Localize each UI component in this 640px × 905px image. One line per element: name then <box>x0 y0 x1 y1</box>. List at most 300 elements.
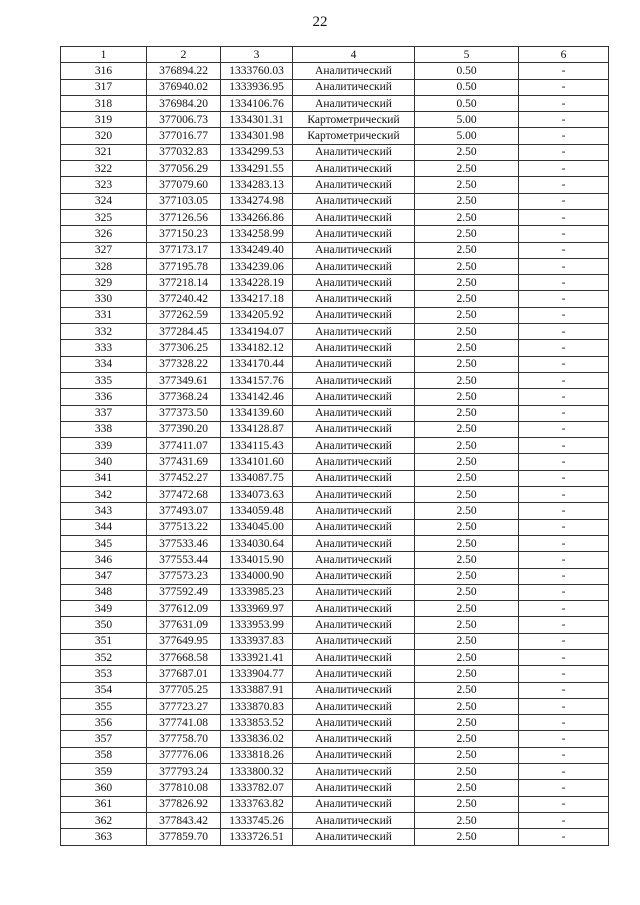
table-row <box>61 226 609 242</box>
y-coordinate-cell: 1334182.12 <box>221 340 293 356</box>
table-row <box>61 731 609 747</box>
point-number-cell: 335 <box>61 372 147 388</box>
point-number-cell: 349 <box>61 601 147 617</box>
coordinates-table <box>60 46 609 846</box>
note-cell: - <box>519 128 609 144</box>
table-row <box>61 519 609 535</box>
accuracy-cell: 2.50 <box>415 666 519 682</box>
accuracy-cell: 2.50 <box>415 372 519 388</box>
x-coordinate-cell: 377592.49 <box>147 584 221 600</box>
accuracy-cell: 2.50 <box>415 682 519 698</box>
x-coordinate-cell: 377056.29 <box>147 161 221 177</box>
method-cell: Аналитический <box>293 95 415 111</box>
y-coordinate-cell: 1334073.63 <box>221 487 293 503</box>
x-coordinate-cell: 377687.01 <box>147 666 221 682</box>
table-row <box>61 796 609 812</box>
note-cell: - <box>519 389 609 405</box>
y-coordinate-cell: 1334106.76 <box>221 95 293 111</box>
note-cell: - <box>519 95 609 111</box>
y-coordinate-cell: 1333745.26 <box>221 812 293 828</box>
point-number-cell: 341 <box>61 470 147 486</box>
x-coordinate-cell: 377705.25 <box>147 682 221 698</box>
note-cell: - <box>519 617 609 633</box>
method-cell: Аналитический <box>293 747 415 763</box>
accuracy-cell: 2.50 <box>415 584 519 600</box>
accuracy-cell: 2.50 <box>415 275 519 291</box>
method-cell: Аналитический <box>293 812 415 828</box>
point-number-cell: 333 <box>61 340 147 356</box>
accuracy-cell: 2.50 <box>415 340 519 356</box>
y-coordinate-cell: 1334301.31 <box>221 112 293 128</box>
table-row <box>61 698 609 714</box>
x-coordinate-cell: 377173.17 <box>147 242 221 258</box>
column-header: 6 <box>519 47 609 63</box>
method-cell: Аналитический <box>293 731 415 747</box>
x-coordinate-cell: 376894.22 <box>147 63 221 79</box>
y-coordinate-cell: 1333763.82 <box>221 796 293 812</box>
point-number-cell: 321 <box>61 144 147 160</box>
point-number-cell: 351 <box>61 633 147 649</box>
accuracy-cell: 2.50 <box>415 503 519 519</box>
table-row <box>61 307 609 323</box>
y-coordinate-cell: 1334045.00 <box>221 519 293 535</box>
point-number-cell: 334 <box>61 356 147 372</box>
accuracy-cell: 5.00 <box>415 128 519 144</box>
point-number-cell: 361 <box>61 796 147 812</box>
note-cell: - <box>519 780 609 796</box>
table-row <box>61 161 609 177</box>
note-cell: - <box>519 454 609 470</box>
point-number-cell: 327 <box>61 242 147 258</box>
x-coordinate-cell: 377328.22 <box>147 356 221 372</box>
table-row <box>61 177 609 193</box>
x-coordinate-cell: 377218.14 <box>147 275 221 291</box>
y-coordinate-cell: 1334217.18 <box>221 291 293 307</box>
x-coordinate-cell: 377431.69 <box>147 454 221 470</box>
x-coordinate-cell: 377533.46 <box>147 535 221 551</box>
point-number-cell: 326 <box>61 226 147 242</box>
note-cell: - <box>519 552 609 568</box>
y-coordinate-cell: 1334239.06 <box>221 258 293 274</box>
note-cell: - <box>519 421 609 437</box>
page-number: 22 <box>312 14 328 30</box>
note-cell: - <box>519 796 609 812</box>
table-row <box>61 275 609 291</box>
note-cell: - <box>519 405 609 421</box>
table-row <box>61 601 609 617</box>
note-cell: - <box>519 63 609 79</box>
accuracy-cell: 2.50 <box>415 649 519 665</box>
method-cell: Аналитический <box>293 340 415 356</box>
accuracy-cell: 2.50 <box>415 209 519 225</box>
point-number-cell: 320 <box>61 128 147 144</box>
note-cell: - <box>519 764 609 780</box>
point-number-cell: 316 <box>61 63 147 79</box>
point-number-cell: 317 <box>61 79 147 95</box>
note-cell: - <box>519 356 609 372</box>
accuracy-cell: 2.50 <box>415 633 519 649</box>
table-row <box>61 764 609 780</box>
table-row <box>61 79 609 95</box>
method-cell: Аналитический <box>293 552 415 568</box>
y-coordinate-cell: 1333921.41 <box>221 649 293 665</box>
y-coordinate-cell: 1334139.60 <box>221 405 293 421</box>
method-cell: Аналитический <box>293 584 415 600</box>
method-cell: Аналитический <box>293 193 415 209</box>
note-cell: - <box>519 666 609 682</box>
x-coordinate-cell: 377411.07 <box>147 438 221 454</box>
column-header: 5 <box>415 47 519 63</box>
accuracy-cell: 2.50 <box>415 601 519 617</box>
method-cell: Аналитический <box>293 438 415 454</box>
method-cell: Аналитический <box>293 666 415 682</box>
x-coordinate-cell: 377306.25 <box>147 340 221 356</box>
table-row <box>61 356 609 372</box>
note-cell: - <box>519 161 609 177</box>
column-header: 2 <box>147 47 221 63</box>
y-coordinate-cell: 1334266.86 <box>221 209 293 225</box>
table-row <box>61 438 609 454</box>
accuracy-cell: 2.50 <box>415 698 519 714</box>
accuracy-cell: 2.50 <box>415 715 519 731</box>
point-number-cell: 352 <box>61 649 147 665</box>
table-row <box>61 372 609 388</box>
method-cell: Аналитический <box>293 617 415 633</box>
note-cell: - <box>519 584 609 600</box>
table-row <box>61 324 609 340</box>
note-cell: - <box>519 258 609 274</box>
table-row <box>61 291 609 307</box>
method-cell: Аналитический <box>293 324 415 340</box>
accuracy-cell: 2.50 <box>415 552 519 568</box>
accuracy-cell: 2.50 <box>415 242 519 258</box>
y-coordinate-cell: 1333760.03 <box>221 63 293 79</box>
point-number-cell: 319 <box>61 112 147 128</box>
accuracy-cell: 2.50 <box>415 519 519 535</box>
accuracy-cell: 2.50 <box>415 161 519 177</box>
table-row <box>61 568 609 584</box>
accuracy-cell: 2.50 <box>415 405 519 421</box>
method-cell: Аналитический <box>293 649 415 665</box>
note-cell: - <box>519 226 609 242</box>
note-cell: - <box>519 682 609 698</box>
method-cell: Аналитический <box>293 405 415 421</box>
x-coordinate-cell: 377843.42 <box>147 812 221 828</box>
table-row <box>61 829 609 845</box>
y-coordinate-cell: 1334000.90 <box>221 568 293 584</box>
table-row <box>61 535 609 551</box>
point-number-cell: 347 <box>61 568 147 584</box>
table-row <box>61 389 609 405</box>
point-number-cell: 322 <box>61 161 147 177</box>
point-number-cell: 345 <box>61 535 147 551</box>
method-cell: Аналитический <box>293 535 415 551</box>
accuracy-cell: 2.50 <box>415 829 519 845</box>
column-header: 4 <box>293 47 415 63</box>
x-coordinate-cell: 377349.61 <box>147 372 221 388</box>
y-coordinate-cell: 1333969.97 <box>221 601 293 617</box>
method-cell: Аналитический <box>293 63 415 79</box>
method-cell: Картометрический <box>293 128 415 144</box>
accuracy-cell: 2.50 <box>415 470 519 486</box>
x-coordinate-cell: 376984.20 <box>147 95 221 111</box>
accuracy-cell: 2.50 <box>415 144 519 160</box>
point-number-cell: 338 <box>61 421 147 437</box>
method-cell: Аналитический <box>293 307 415 323</box>
table-row <box>61 112 609 128</box>
table-row <box>61 405 609 421</box>
point-number-cell: 348 <box>61 584 147 600</box>
y-coordinate-cell: 1334283.13 <box>221 177 293 193</box>
x-coordinate-cell: 377649.95 <box>147 633 221 649</box>
point-number-cell: 354 <box>61 682 147 698</box>
accuracy-cell: 0.50 <box>415 95 519 111</box>
point-number-cell: 330 <box>61 291 147 307</box>
table-row <box>61 666 609 682</box>
method-cell: Аналитический <box>293 829 415 845</box>
y-coordinate-cell: 1334170.44 <box>221 356 293 372</box>
method-cell: Аналитический <box>293 389 415 405</box>
note-cell: - <box>519 747 609 763</box>
x-coordinate-cell: 377493.07 <box>147 503 221 519</box>
method-cell: Аналитический <box>293 503 415 519</box>
accuracy-cell: 2.50 <box>415 193 519 209</box>
y-coordinate-cell: 1333800.32 <box>221 764 293 780</box>
y-coordinate-cell: 1333870.83 <box>221 698 293 714</box>
accuracy-cell: 2.50 <box>415 454 519 470</box>
note-cell: - <box>519 470 609 486</box>
x-coordinate-cell: 377553.44 <box>147 552 221 568</box>
accuracy-cell: 2.50 <box>415 780 519 796</box>
x-coordinate-cell: 377758.70 <box>147 731 221 747</box>
point-number-cell: 353 <box>61 666 147 682</box>
note-cell: - <box>519 601 609 617</box>
method-cell: Аналитический <box>293 780 415 796</box>
y-coordinate-cell: 1334157.76 <box>221 372 293 388</box>
point-number-cell: 360 <box>61 780 147 796</box>
x-coordinate-cell: 377368.24 <box>147 389 221 405</box>
point-number-cell: 362 <box>61 812 147 828</box>
method-cell: Аналитический <box>293 454 415 470</box>
point-number-cell: 340 <box>61 454 147 470</box>
y-coordinate-cell: 1334205.92 <box>221 307 293 323</box>
y-coordinate-cell: 1334194.07 <box>221 324 293 340</box>
method-cell: Аналитический <box>293 372 415 388</box>
method-cell: Аналитический <box>293 633 415 649</box>
note-cell: - <box>519 324 609 340</box>
x-coordinate-cell: 377612.09 <box>147 601 221 617</box>
y-coordinate-cell: 1334059.48 <box>221 503 293 519</box>
x-coordinate-cell: 377079.60 <box>147 177 221 193</box>
x-coordinate-cell: 377723.27 <box>147 698 221 714</box>
note-cell: - <box>519 812 609 828</box>
y-coordinate-cell: 1333818.26 <box>221 747 293 763</box>
table-row <box>61 617 609 633</box>
y-coordinate-cell: 1333904.77 <box>221 666 293 682</box>
x-coordinate-cell: 377262.59 <box>147 307 221 323</box>
y-coordinate-cell: 1334087.75 <box>221 470 293 486</box>
note-cell: - <box>519 275 609 291</box>
y-coordinate-cell: 1333985.23 <box>221 584 293 600</box>
point-number-cell: 363 <box>61 829 147 845</box>
x-coordinate-cell: 377103.05 <box>147 193 221 209</box>
note-cell: - <box>519 291 609 307</box>
note-cell: - <box>519 193 609 209</box>
point-number-cell: 343 <box>61 503 147 519</box>
y-coordinate-cell: 1333936.95 <box>221 79 293 95</box>
note-cell: - <box>519 519 609 535</box>
x-coordinate-cell: 377452.27 <box>147 470 221 486</box>
method-cell: Аналитический <box>293 226 415 242</box>
x-coordinate-cell: 377016.77 <box>147 128 221 144</box>
method-cell: Аналитический <box>293 764 415 780</box>
table-row <box>61 487 609 503</box>
point-number-cell: 344 <box>61 519 147 535</box>
point-number-cell: 339 <box>61 438 147 454</box>
table-row <box>61 682 609 698</box>
note-cell: - <box>519 438 609 454</box>
accuracy-cell: 2.50 <box>415 487 519 503</box>
x-coordinate-cell: 377859.70 <box>147 829 221 845</box>
point-number-cell: 356 <box>61 715 147 731</box>
y-coordinate-cell: 1334291.55 <box>221 161 293 177</box>
accuracy-cell: 2.50 <box>415 617 519 633</box>
y-coordinate-cell: 1334142.46 <box>221 389 293 405</box>
table-row <box>61 340 609 356</box>
point-number-cell: 337 <box>61 405 147 421</box>
note-cell: - <box>519 307 609 323</box>
method-cell: Аналитический <box>293 291 415 307</box>
point-number-cell: 358 <box>61 747 147 763</box>
column-header: 3 <box>221 47 293 63</box>
table-row <box>61 503 609 519</box>
accuracy-cell: 2.50 <box>415 324 519 340</box>
x-coordinate-cell: 377513.22 <box>147 519 221 535</box>
note-cell: - <box>519 568 609 584</box>
table-row <box>61 747 609 763</box>
accuracy-cell: 0.50 <box>415 63 519 79</box>
y-coordinate-cell: 1334015.90 <box>221 552 293 568</box>
y-coordinate-cell: 1333937.83 <box>221 633 293 649</box>
accuracy-cell: 2.50 <box>415 764 519 780</box>
accuracy-cell: 2.50 <box>415 796 519 812</box>
table-row <box>61 552 609 568</box>
y-coordinate-cell: 1334228.19 <box>221 275 293 291</box>
y-coordinate-cell: 1334101.60 <box>221 454 293 470</box>
table-row <box>61 63 609 79</box>
table-header-row <box>61 47 609 63</box>
x-coordinate-cell: 377195.78 <box>147 258 221 274</box>
y-coordinate-cell: 1334128.87 <box>221 421 293 437</box>
x-coordinate-cell: 377006.73 <box>147 112 221 128</box>
accuracy-cell: 2.50 <box>415 307 519 323</box>
method-cell: Аналитический <box>293 796 415 812</box>
table-row <box>61 95 609 111</box>
note-cell: - <box>519 209 609 225</box>
table-row <box>61 258 609 274</box>
table-row <box>61 144 609 160</box>
point-number-cell: 346 <box>61 552 147 568</box>
note-cell: - <box>519 144 609 160</box>
method-cell: Аналитический <box>293 79 415 95</box>
accuracy-cell: 0.50 <box>415 79 519 95</box>
x-coordinate-cell: 377793.24 <box>147 764 221 780</box>
column-header: 1 <box>61 47 147 63</box>
y-coordinate-cell: 1334299.53 <box>221 144 293 160</box>
method-cell: Аналитический <box>293 470 415 486</box>
note-cell: - <box>519 829 609 845</box>
y-coordinate-cell: 1334301.98 <box>221 128 293 144</box>
point-number-cell: 355 <box>61 698 147 714</box>
note-cell: - <box>519 340 609 356</box>
table-row <box>61 421 609 437</box>
method-cell: Аналитический <box>293 601 415 617</box>
x-coordinate-cell: 377668.58 <box>147 649 221 665</box>
point-number-cell: 350 <box>61 617 147 633</box>
y-coordinate-cell: 1333953.99 <box>221 617 293 633</box>
method-cell: Аналитический <box>293 715 415 731</box>
accuracy-cell: 2.50 <box>415 177 519 193</box>
accuracy-cell: 2.50 <box>415 747 519 763</box>
x-coordinate-cell: 377032.83 <box>147 144 221 160</box>
table-row <box>61 193 609 209</box>
method-cell: Аналитический <box>293 275 415 291</box>
accuracy-cell: 2.50 <box>415 258 519 274</box>
table-row <box>61 242 609 258</box>
point-number-cell: 336 <box>61 389 147 405</box>
table-row <box>61 209 609 225</box>
x-coordinate-cell: 377373.50 <box>147 405 221 421</box>
note-cell: - <box>519 633 609 649</box>
method-cell: Аналитический <box>293 519 415 535</box>
x-coordinate-cell: 377240.42 <box>147 291 221 307</box>
point-number-cell: 325 <box>61 209 147 225</box>
table-row <box>61 780 609 796</box>
point-number-cell: 323 <box>61 177 147 193</box>
accuracy-cell: 2.50 <box>415 226 519 242</box>
point-number-cell: 331 <box>61 307 147 323</box>
method-cell: Аналитический <box>293 242 415 258</box>
method-cell: Аналитический <box>293 698 415 714</box>
note-cell: - <box>519 698 609 714</box>
note-cell: - <box>519 487 609 503</box>
x-coordinate-cell: 377573.23 <box>147 568 221 584</box>
method-cell: Аналитический <box>293 209 415 225</box>
method-cell: Аналитический <box>293 421 415 437</box>
y-coordinate-cell: 1334274.98 <box>221 193 293 209</box>
y-coordinate-cell: 1333726.51 <box>221 829 293 845</box>
accuracy-cell: 2.50 <box>415 356 519 372</box>
note-cell: - <box>519 715 609 731</box>
accuracy-cell: 5.00 <box>415 112 519 128</box>
method-cell: Аналитический <box>293 258 415 274</box>
table-row <box>61 649 609 665</box>
point-number-cell: 332 <box>61 324 147 340</box>
point-number-cell: 318 <box>61 95 147 111</box>
method-cell: Аналитический <box>293 356 415 372</box>
point-number-cell: 342 <box>61 487 147 503</box>
y-coordinate-cell: 1333836.02 <box>221 731 293 747</box>
accuracy-cell: 2.50 <box>415 535 519 551</box>
method-cell: Аналитический <box>293 487 415 503</box>
x-coordinate-cell: 377284.45 <box>147 324 221 340</box>
x-coordinate-cell: 377390.20 <box>147 421 221 437</box>
y-coordinate-cell: 1333782.07 <box>221 780 293 796</box>
table-row <box>61 128 609 144</box>
y-coordinate-cell: 1334249.40 <box>221 242 293 258</box>
note-cell: - <box>519 731 609 747</box>
method-cell: Аналитический <box>293 144 415 160</box>
